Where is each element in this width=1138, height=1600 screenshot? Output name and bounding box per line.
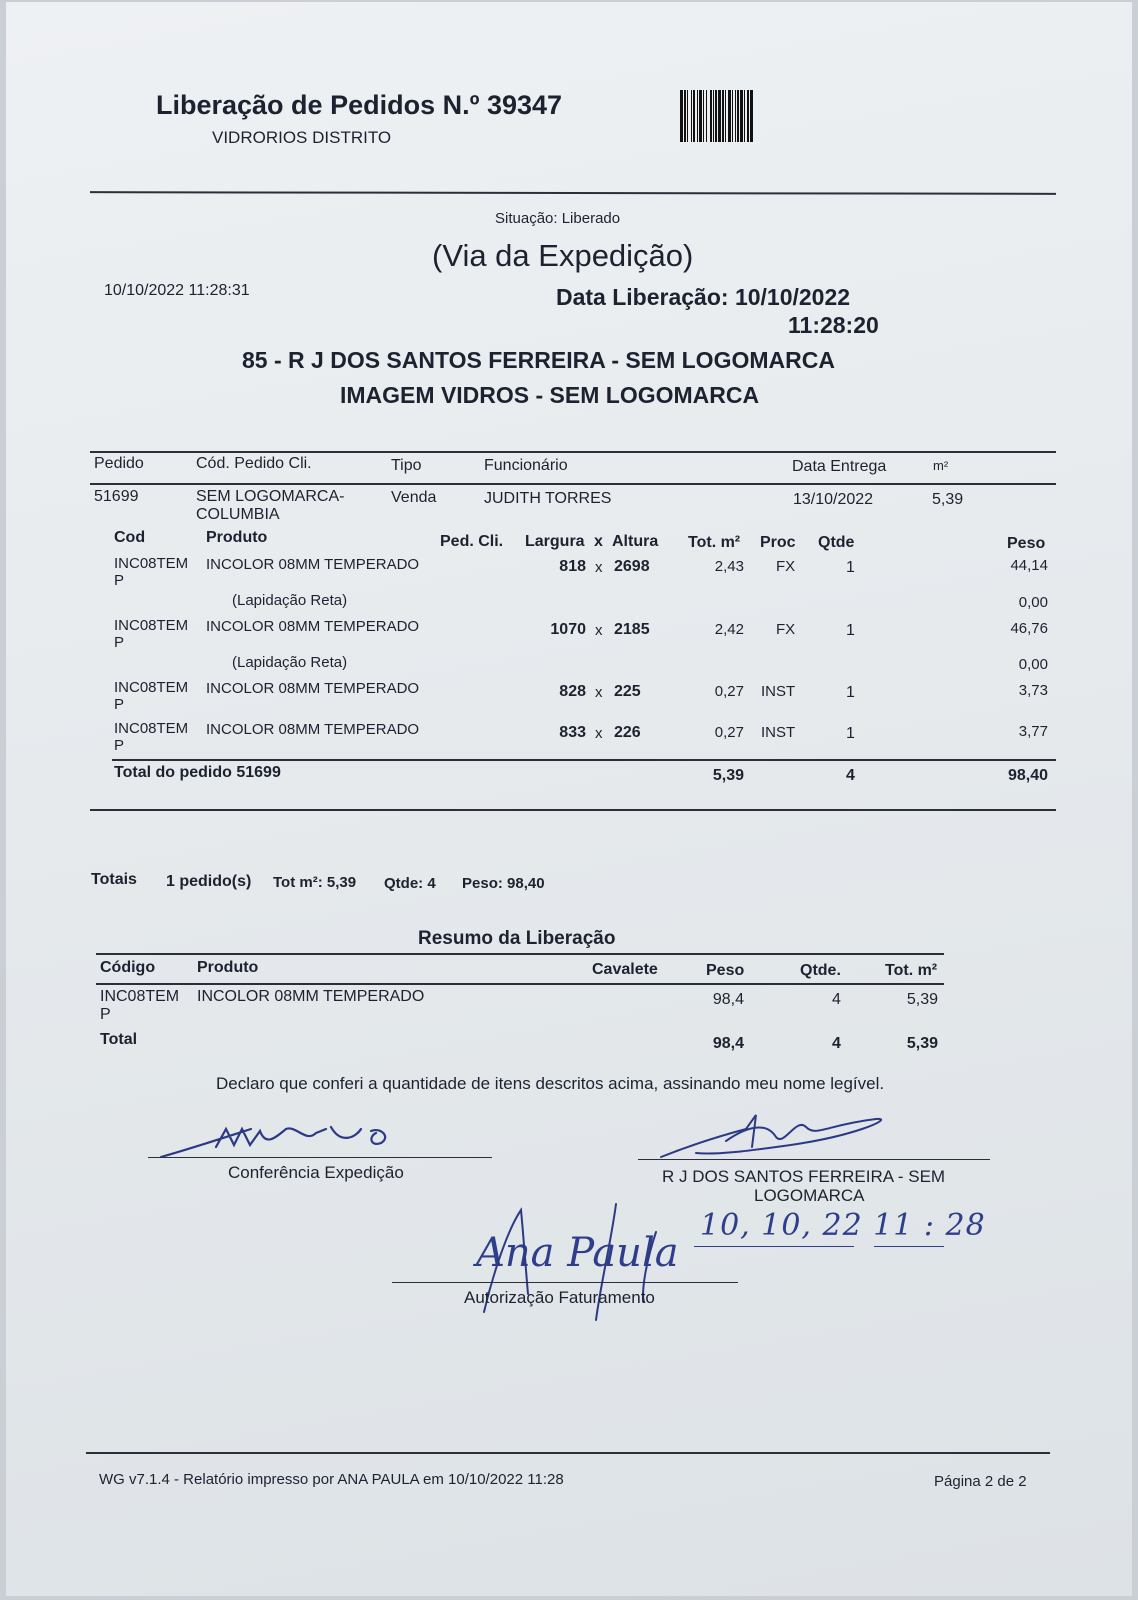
col-cod-pedido-cli: Cód. Pedido Cli. (196, 455, 312, 472)
item-code: INC08TEM (114, 555, 189, 572)
item-product: INCOLOR 08MM TEMPERADO (206, 721, 420, 738)
summary-col-qtde: Qtde. (800, 962, 841, 979)
summary-item-weight: 98,4 (712, 991, 744, 1008)
item-sub-process: (Lapidação Reta) (232, 592, 348, 609)
items-col-qtde: Qtde (818, 534, 855, 551)
release-time: 11:28:20 (788, 312, 879, 338)
company-name: VIDRORIOS DISTRITO (212, 128, 392, 147)
order-header-bottom-line (90, 483, 1056, 485)
expedicao-signature (156, 1117, 406, 1167)
order-type: Venda (391, 489, 437, 506)
situation-text: Situação: Liberado (495, 210, 621, 227)
item-weight: 3,73 (1018, 682, 1048, 699)
item-width: 1070 (550, 621, 586, 638)
item-code-suffix: P (114, 737, 125, 754)
items-col-peso: Peso (1007, 535, 1046, 552)
item-product: INCOLOR 08MM TEMPERADO (206, 556, 420, 573)
item-times: x (595, 725, 603, 742)
printed-datetime: 10/10/2022 11:28:31 (104, 282, 250, 299)
item-product: INCOLOR 08MM TEMPERADO (206, 618, 420, 635)
items-col-cod: Cod (114, 529, 146, 546)
col-pedido: Pedido (94, 455, 144, 472)
item-height: 2185 (614, 621, 650, 638)
item-times: x (595, 684, 603, 701)
item-qty: 1 (846, 622, 855, 639)
items-col-largura: Largura (525, 533, 585, 550)
summary-col-produto: Produto (197, 959, 259, 976)
document-page (6, 2, 1132, 1596)
footer-divider (86, 1452, 1050, 1454)
item-code-suffix: P (114, 634, 125, 651)
item-code: INC08TEM (114, 679, 189, 696)
item-qty: 1 (846, 725, 855, 742)
items-col-proc: Proc (760, 534, 796, 551)
order-number: 51699 (94, 488, 139, 505)
item-total-m2: 0,27 (714, 724, 744, 741)
order-delivery-date: 13/10/2022 (793, 491, 874, 508)
summary-col-tot-m2: Tot. m² (885, 962, 938, 979)
client-signature (656, 1107, 896, 1167)
item-weight: 3,77 (1018, 723, 1048, 740)
client-signature-line (638, 1159, 990, 1160)
order-total-weight: 98,40 (1007, 767, 1048, 784)
item-code: INC08TEM (114, 720, 189, 737)
order-m2: 5,39 (932, 491, 964, 508)
item-total-m2: 0,27 (714, 683, 744, 700)
order-client-code-2: COLUMBIA (196, 506, 280, 523)
item-width: 818 (559, 558, 586, 575)
item-qty: 1 (846, 684, 855, 701)
client-name: 85 - R J DOS SANTOS FERREIRA - SEM LOGOMARCA (242, 347, 835, 373)
summary-total-m2: 5,39 (906, 1035, 938, 1052)
summary-item-code-suffix: P (100, 1006, 111, 1023)
via-title: (Via da Expedição) (432, 238, 694, 273)
col-data-entrega: Data Entrega (792, 458, 887, 475)
handwritten-time-underline (874, 1246, 944, 1247)
item-proc: FX (776, 558, 796, 575)
item-code-suffix: P (114, 572, 125, 589)
summary-item-code: INC08TEM (100, 988, 180, 1005)
item-times: x (595, 559, 603, 576)
col-tipo: Tipo (391, 457, 422, 474)
col-m2: m² (933, 458, 949, 473)
items-section-divider (90, 809, 1056, 811)
client-subname: IMAGEM VIDROS - SEM LOGOMARCA (340, 382, 760, 408)
faturamento-signature-line (392, 1282, 738, 1283)
summary-top-line (96, 953, 944, 955)
summary-total-qty: 4 (832, 1035, 841, 1052)
order-client-code-1: SEM LOGOMARCA- (196, 488, 345, 505)
faturamento-signature: Ana Paula (476, 1230, 679, 1276)
footer-print-info: WG v7.1.4 - Relatório impresso por ANA PAULA em 10/10/2022 11:28 (99, 1471, 564, 1488)
item-total-m2: 2,43 (714, 558, 744, 575)
item-sub-weight: 0,00 (1018, 656, 1048, 673)
footer-page-number: Página 2 de 2 (934, 1473, 1027, 1490)
item-qty: 1 (846, 559, 855, 576)
summary-col-codigo: Código (100, 959, 156, 976)
item-product: INCOLOR 08MM TEMPERADO (206, 680, 420, 697)
col-funcionario: Funcionário (484, 457, 568, 474)
faturamento-signature-label: Autorização Faturamento (464, 1288, 655, 1307)
item-total-m2: 2,42 (714, 621, 744, 638)
item-sub-weight: 0,00 (1018, 594, 1048, 611)
items-col-produto: Produto (206, 529, 268, 546)
items-col-x: x (594, 533, 603, 550)
item-code-suffix: P (114, 696, 125, 713)
order-total-qty: 4 (846, 767, 855, 784)
totals-orders: 1 pedido(s) (166, 873, 252, 890)
client-signature-label-2: LOGOMARCA (754, 1186, 865, 1205)
item-height: 226 (614, 724, 641, 741)
summary-header-line (96, 983, 944, 985)
order-employee: JUDITH TORRES (484, 490, 612, 507)
header-divider (90, 191, 1056, 195)
totals-qty: Qtde: 4 (384, 875, 436, 892)
item-weight: 46,76 (1010, 620, 1048, 637)
release-date: Data Liberação: 10/10/2022 (556, 284, 851, 310)
summary-item-m2: 5,39 (906, 991, 938, 1008)
expedicao-signature-label: Conferência Expedição (228, 1163, 404, 1182)
handwritten-datetime: 10, 10, 22 11 : 28 (700, 1208, 986, 1243)
summary-title: Resumo da Liberação (418, 928, 616, 949)
summary-item-product: INCOLOR 08MM TEMPERADO (197, 988, 425, 1005)
totals-weight: Peso: 98,40 (462, 875, 545, 892)
barcode (680, 90, 852, 142)
totals-m2: Tot m²: 5,39 (273, 874, 357, 891)
item-code: INC08TEM (114, 617, 189, 634)
item-proc: INST (761, 683, 796, 700)
item-width: 828 (559, 683, 586, 700)
items-col-ped-cli: Ped. Cli. (440, 533, 504, 550)
expedicao-signature-line (148, 1157, 492, 1158)
item-weight: 44,14 (1010, 557, 1048, 574)
items-col-altura: Altura (612, 533, 659, 550)
summary-total-label: Total (100, 1031, 138, 1048)
client-signature-label-1: R J DOS SANTOS FERREIRA - SEM (662, 1167, 946, 1186)
item-height: 2698 (614, 558, 650, 575)
summary-col-cavalete: Cavalete (592, 961, 658, 978)
item-proc: INST (761, 724, 796, 741)
item-proc: FX (776, 621, 796, 638)
item-times: x (595, 622, 603, 639)
item-sub-process: (Lapidação Reta) (232, 654, 348, 671)
order-total-label: Total do pedido 51699 (114, 764, 281, 781)
summary-item-qty: 4 (832, 991, 841, 1008)
summary-col-peso: Peso (706, 962, 745, 979)
item-width: 833 (559, 724, 586, 741)
document-title: Liberação de Pedidos N.º 39347 (156, 90, 563, 120)
items-col-tot-m2: Tot. m² (688, 534, 741, 551)
declaration-text: Declaro que conferi a quantidade de itens descritos acima, assinando meu nome legível. (216, 1074, 885, 1093)
order-header-top-line (90, 451, 1056, 453)
summary-total-weight: 98,4 (712, 1035, 744, 1052)
handwritten-date-underline (694, 1246, 854, 1247)
item-height: 225 (614, 683, 641, 700)
order-total-m2: 5,39 (712, 767, 744, 784)
items-total-line (112, 759, 1056, 761)
totals-label: Totais (91, 871, 137, 888)
